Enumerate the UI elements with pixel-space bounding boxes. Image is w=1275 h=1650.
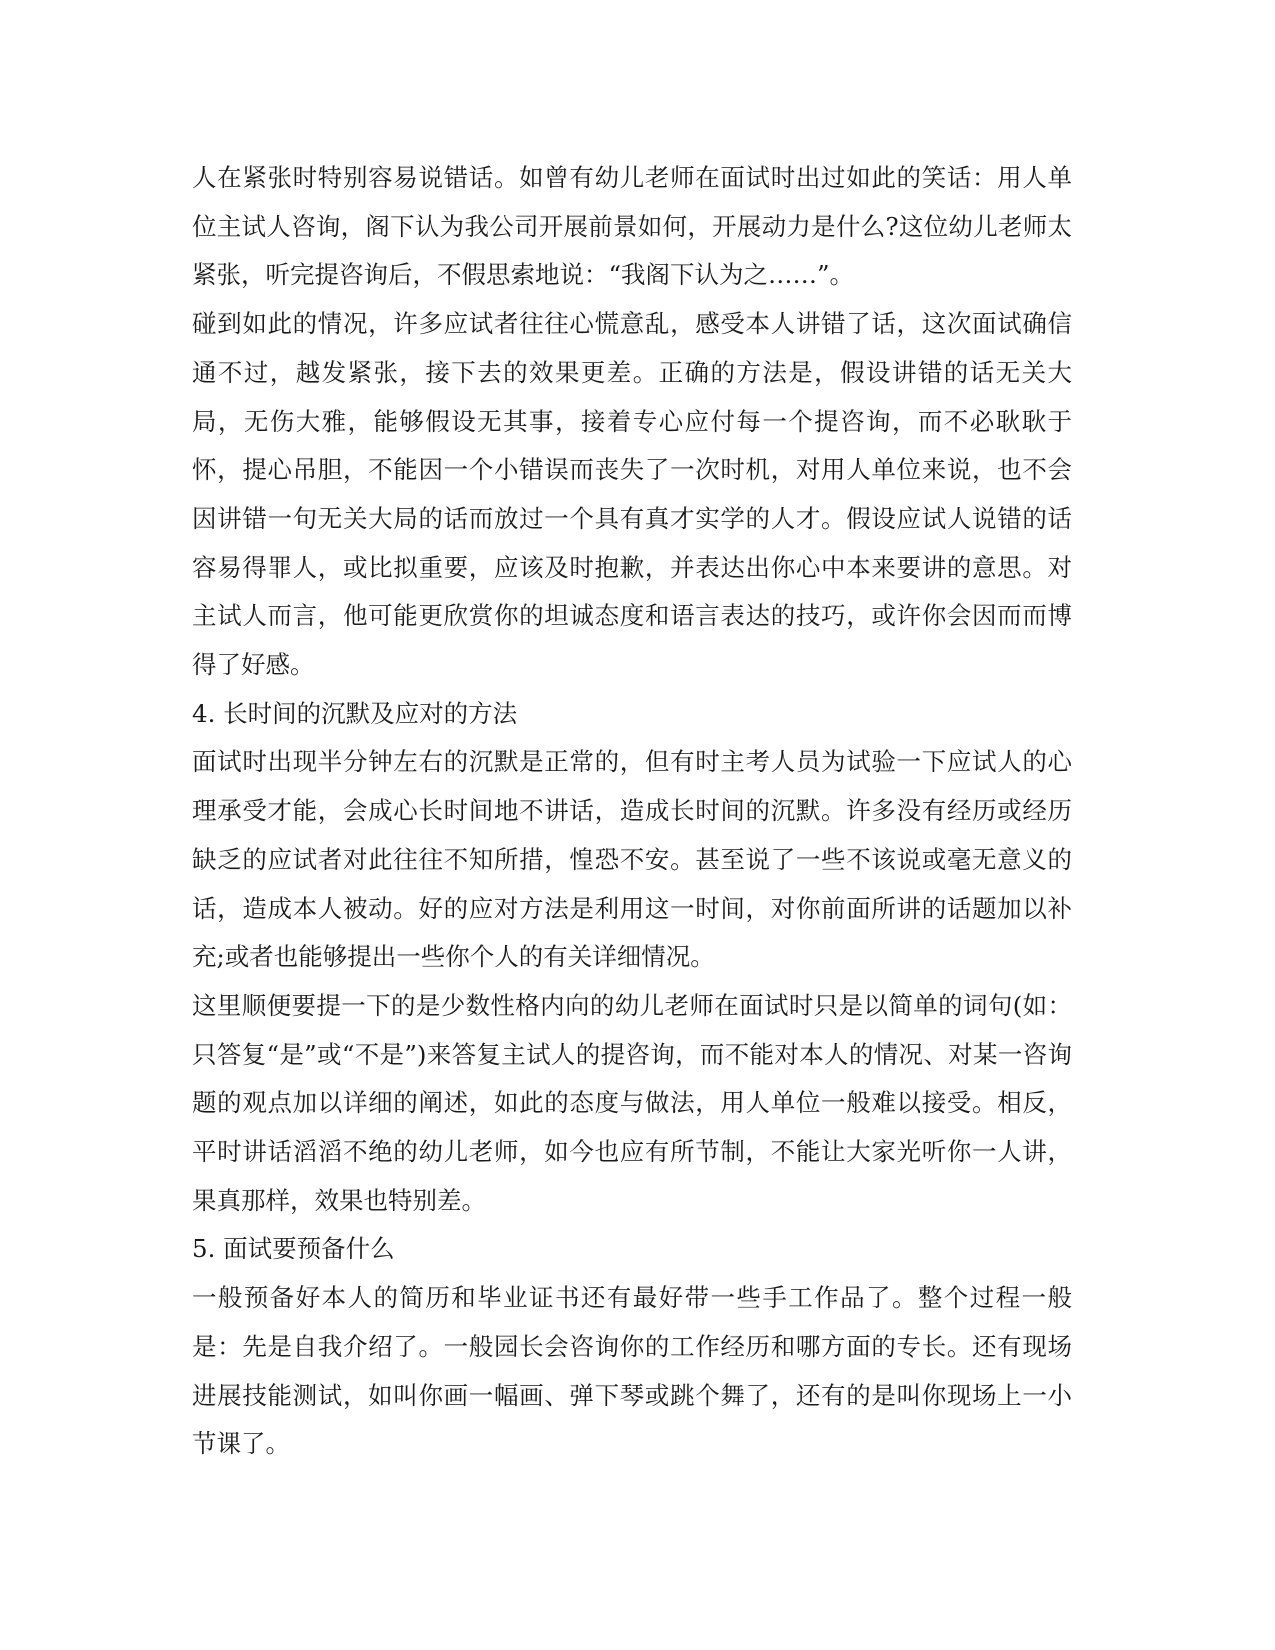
section-heading-preparation: 5. 面试要预备什么 (192, 1234, 395, 1264)
section-heading-silence: 4. 长时间的沉默及应对的方法 (192, 698, 518, 728)
paragraph-silence: 面试时出现半分钟左右的沉默是正常的，但有时主考人员为试验一下应试人的心理承受才能，会成心长时间地不讲话，造成长时间的沉默。许多没有经历或经历缺乏的应试者对此往往不知所措，惶恐不安。甚至说了一些不该说或毫无意义的话，造成本人被动。好的应对方法是利用这一时间，对你前面所讲的话题加以补充;或者也能够提出一些你个人的有关详细情况。 (192, 747, 1072, 972)
paragraph-slip-of-tongue: 人在紧张时特别容易说错话。如曾有幼儿老师在面试时出过如此的笑话：用人单位主试人咨询，阁下认为我公司开展前景如何，开展动力是什么?这位幼儿老师太紧张，听完提咨询后，不假思索地说：“我阁下认为之……”。 (192, 163, 1072, 290)
paragraph-introvert-extrovert: 这里顺便要提一下的是少数性格内向的幼儿老师在面试时只是以简单的词句(如：只答复“是”或“不是”)来答复主试人的提咨询，而不能对本人的情况、对某一咨询题的观点加以详细的阐述，如此的态度与做法，用人单位一般难以接受。相反，平时讲话滔滔不绝的幼儿老师，如今也应有所节制，不能让大家光听你一人讲，果真那样，效果也特别差。 (192, 990, 1072, 1215)
paragraph-handling-mistakes: 碰到如此的情况，许多应试者往往心慌意乱，感受本人讲错了话，这次面试确信通不过，越发紧张，接下去的效果更差。正确的方法是，假设讲错的话无关大局，无伤大雅，能够假设无其事，接着专心应付每一个提咨询，而不必耿耿于怀，提心吊胆，不能因一个小错误而丧失了一次时机，对用人单位来说，也不会因讲错一句无关大局的话而放过一个具有真才实学的人才。假设应试人说错的话容易得罪人，或比拟重要，应该及时抱歉，并表达出你心中本来要讲的意思。对主试人而言，他可能更欣赏你的坦诚态度和语言表达的技巧，或许你会因而而博得了好感。 (192, 309, 1072, 680)
paragraph-preparation: 一般预备好本人的简历和毕业证书还有最好带一些手工作品了。整个过程一般是：先是自我介绍了。一般园长会咨询你的工作经历和哪方面的专长。还有现场进展技能测试，如叫你画一幅画、弹下琴或跳个舞了，还有的是叫你现场上一小节课了。 (192, 1283, 1072, 1459)
document-body (192, 154, 1072, 1469)
